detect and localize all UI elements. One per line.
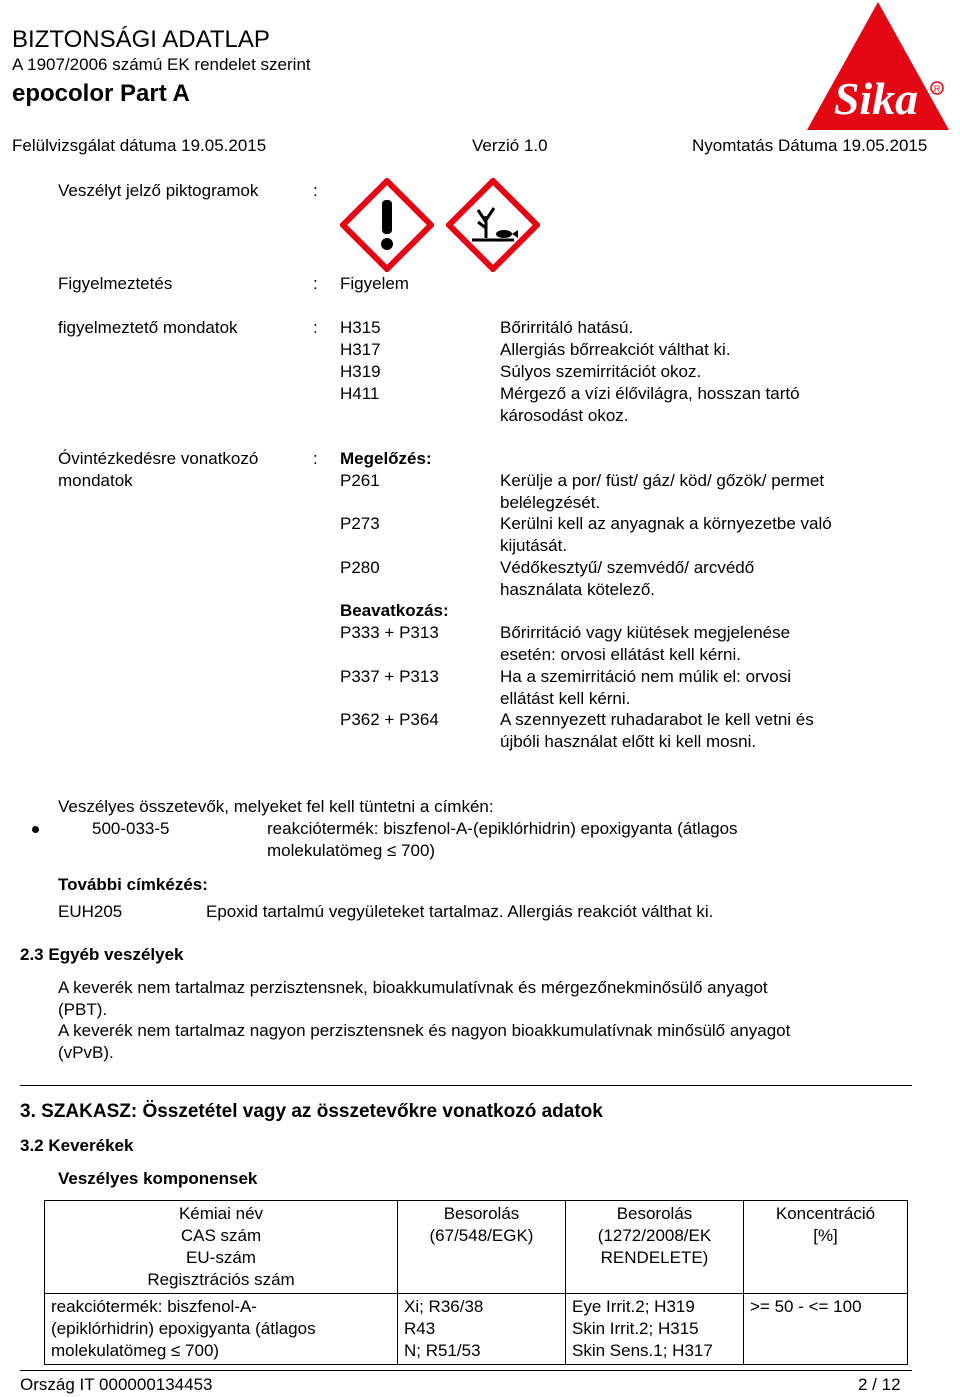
precaution-label: Óvintézkedésre vonatkozó xyxy=(58,449,259,468)
euh-text: Epoxid tartalmú vegyületeket tartalmaz. Allergiás reakciót válthat ki. xyxy=(206,902,714,921)
header-concentration: Koncentráció [%] xyxy=(744,1201,908,1294)
precaution-code: P362 + P364 xyxy=(340,710,439,729)
section-2-3-text: A keverék nem tartalmaz perzisztensnek, bioakkumulatívnak és mérgezőnekminősülő anyagot xyxy=(58,978,768,997)
table-title: Veszélyes komponensek xyxy=(58,1169,258,1188)
sika-logo xyxy=(806,2,950,130)
section-2-3-heading: 2.3 Egyéb veszélyek xyxy=(20,945,184,964)
hazard-code: H317 xyxy=(340,340,381,359)
precaution-text: esetén: orvosi ellátást kell kérni. xyxy=(500,645,741,664)
precaution-text: Ha a szemirritáció nem múlik el: orvosi xyxy=(500,667,791,686)
colon: : xyxy=(313,449,318,468)
section-3-2-heading: 3.2 Keverékek xyxy=(20,1136,134,1155)
hazard-statements-label: figyelmeztető mondatok xyxy=(58,318,238,337)
precaution-code: P261 xyxy=(340,471,380,490)
colon: : xyxy=(313,181,318,200)
environment-icon xyxy=(446,178,540,272)
precaution-code: P280 xyxy=(340,558,380,577)
regulation-text: A 1907/2006 számú EK rendelet szerint xyxy=(12,55,311,74)
header-classification-67: Besorolás (67/548/EGK) xyxy=(398,1201,566,1294)
precaution-code: P273 xyxy=(340,514,380,533)
hazard-text: Bőrirritáló hatású. xyxy=(500,318,634,337)
component-code: 500-033-5 xyxy=(92,819,170,838)
additional-labelling-heading: További címkézés: xyxy=(58,875,208,894)
section-2-3-text: (PBT). xyxy=(58,1000,108,1019)
footer-country: Ország IT 000000134453 xyxy=(20,1375,213,1394)
hazard-code: H315 xyxy=(340,318,381,337)
document-title: BIZTONSÁGI ADATLAP xyxy=(12,26,270,53)
precaution-code: P333 + P313 xyxy=(340,623,439,642)
precaution-text: Védőkesztyű/ szemvédő/ arcvédő xyxy=(500,558,755,577)
component-name: molekulatömeg ≤ 700) xyxy=(267,841,436,860)
exclamation-mark-icon xyxy=(340,178,434,272)
section-2-3-text: (vPvB). xyxy=(58,1043,114,1062)
hazard-text: károsodást okoz. xyxy=(500,406,629,425)
hazard-code: H411 xyxy=(340,384,380,403)
precaution-text: Bőrirritáció vagy kiütések megjelenése xyxy=(500,623,791,642)
table-header-row xyxy=(45,1201,908,1294)
hazard-code: H319 xyxy=(340,362,381,381)
cell-concentration: >= 50 - <= 100 xyxy=(744,1294,908,1365)
bullet xyxy=(32,826,39,833)
component-name: reakciótermék: biszfenol-A-(epiklórhidrin) epoxigyanta (átlagos xyxy=(267,819,738,838)
signal-word-label: Figyelmeztetés xyxy=(58,274,173,293)
euh-code: EUH205 xyxy=(58,902,123,921)
cell-classification-67: Xi; R36/38 R43 N; R51/53 xyxy=(398,1294,566,1365)
pictograms-label: Veszélyt jelző piktogramok xyxy=(58,181,259,200)
prevention-heading: Megelőzés: xyxy=(340,449,432,468)
precaution-label: mondatok xyxy=(58,471,133,490)
product-name: epocolor Part A xyxy=(12,80,190,107)
cell-classification-1272: Eye Irrit.2; H319 Skin Irrit.2; H315 Skin Sens.1; H317 xyxy=(566,1294,744,1365)
precaution-text: ellátást kell kérni. xyxy=(500,689,631,708)
precaution-text: Kerülje a por/ füst/ gáz/ köd/ gőzök/ permet xyxy=(500,471,825,490)
section-divider xyxy=(20,1085,912,1086)
version: Verzió 1.0 xyxy=(472,136,548,155)
response-heading: Beavatkozás: xyxy=(340,601,449,620)
section-2-3-text: A keverék nem tartalmaz nagyon perzisztensnek és nagyon bioakkumulatívnak minősülő anyagot xyxy=(58,1021,791,1040)
svg-text:R: R xyxy=(933,84,941,94)
footer-divider xyxy=(20,1370,912,1371)
precaution-text: használata kötelező. xyxy=(500,580,655,599)
precaution-text: A szennyezett ruhadarabot le kell vetni és xyxy=(500,710,814,729)
hazard-text: Mérgező a vízi élővilágra, hosszan tartó xyxy=(500,384,800,403)
hazard-text: Súlyos szemirritációt okoz. xyxy=(500,362,702,381)
colon: : xyxy=(313,318,318,337)
precaution-text: Kerülni kell az anyagnak a környezetbe való xyxy=(500,514,832,533)
colon: : xyxy=(313,274,318,293)
components-table xyxy=(44,1200,908,1365)
table-row xyxy=(45,1294,908,1365)
precaution-text: újbóli használat előtt ki kell mosni. xyxy=(500,732,757,751)
signal-word-value: Figyelem xyxy=(340,274,409,293)
cell-chemical-name: reakciótermék: biszfenol-A- (epiklórhidrin) epoxigyanta (átlagos molekulatömeg ≤ 700) xyxy=(45,1294,398,1365)
label-components-heading: Veszélyes összetevők, melyeket fel kell tüntetni a címkén: xyxy=(58,797,494,816)
precaution-text: belélegzését. xyxy=(500,493,601,512)
precaution-code: P337 + P313 xyxy=(340,667,439,686)
precaution-text: kijutását. xyxy=(500,536,568,555)
logo-text: Sika xyxy=(833,73,919,124)
hazard-text: Allergiás bőrreakciót válthat ki. xyxy=(500,340,731,359)
header-classification-1272: Besorolás (1272/2008/EK RENDELETE) xyxy=(566,1201,744,1294)
section-3-heading: 3. SZAKASZ: Összetétel vagy az összetevőkre vonatkozó adatok xyxy=(20,1101,603,1122)
footer-page-number: 2 / 12 xyxy=(858,1375,901,1394)
print-date: Nyomtatás Dátuma 19.05.2015 xyxy=(692,136,928,155)
header-chemical-name: Kémiai név CAS szám EU-szám Regisztrációs szám xyxy=(45,1201,398,1294)
revision-date: Felülvizsgálat dátuma 19.05.2015 xyxy=(12,136,267,155)
